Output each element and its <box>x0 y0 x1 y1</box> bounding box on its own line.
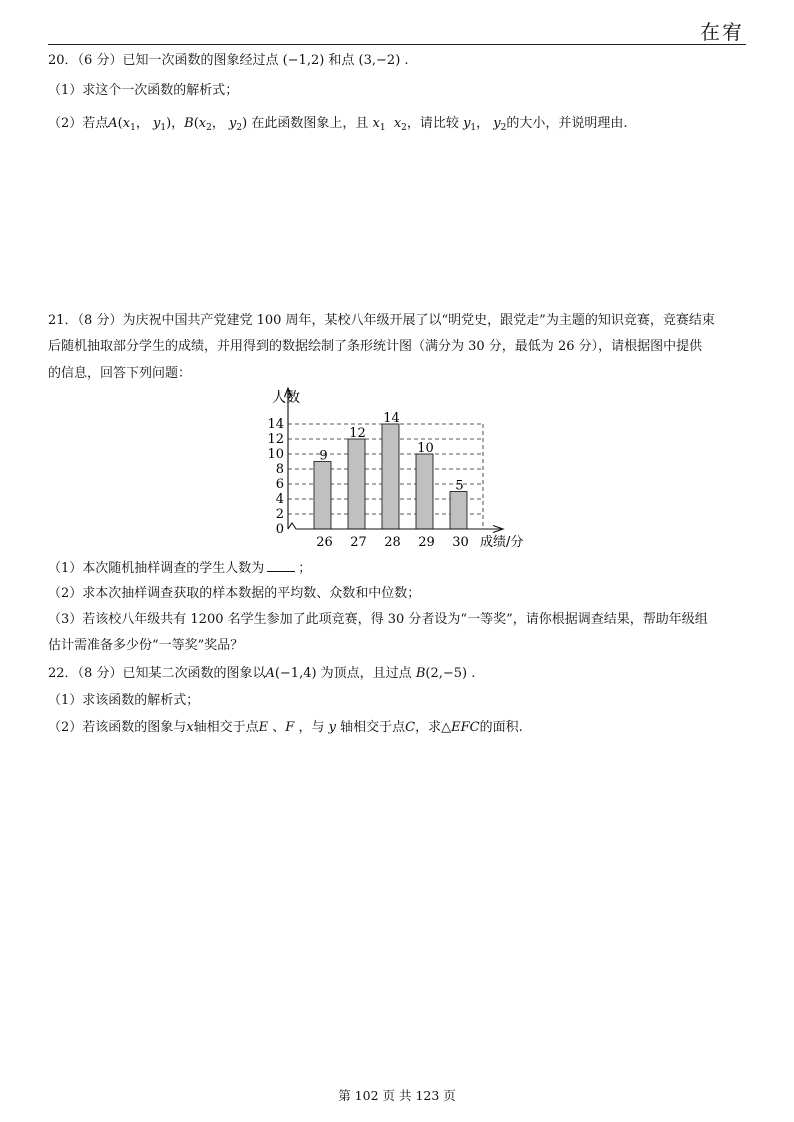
q20-p2-rest3: 的大小，并说明理由. <box>506 116 628 131</box>
q22-p2-d: ，与 <box>298 720 325 735</box>
chart-y-axis-label: 人数 <box>272 390 300 406</box>
y-tick-label-8: 8 <box>275 462 284 477</box>
q20-p2-cy1: y <box>463 116 471 131</box>
y-tick-label-2: 2 <box>275 507 284 522</box>
q21-part3-line1: （3）若该校八年级共有 1200 名学生参加了此项竞赛，得 30 分者设为“一等奖”，请你根据调查结果，帮助年级组 <box>48 612 708 627</box>
y-tick-label-6: 6 <box>275 477 284 492</box>
x-tick-label-28: 28 <box>384 535 401 550</box>
q20-p2-ys1: 1 <box>160 123 167 133</box>
q21-p1-text: （1）本次随机抽样调查的学生人数为 <box>48 561 265 576</box>
x-tick-label-30: 30 <box>452 535 469 550</box>
page-footer: 第 102 页 共 123 页 <box>338 1088 456 1103</box>
bar-value-label-27: 12 <box>349 426 366 441</box>
q22-part2 <box>48 719 746 737</box>
q22-p2-e: 轴相交于点 <box>340 720 406 735</box>
q22-stem-A: A <box>265 666 275 681</box>
x-tick-label-27: 27 <box>350 535 367 550</box>
q22-stem-b: (−1,4) 为顶点，且过点 <box>274 666 412 681</box>
q21-stem-line1: 21．（8 分）为庆祝中国共产党建党 100 周年，某校八年级开展了以“明党史，跟党走”为主题的知识竞赛，竞赛结束 <box>48 313 715 328</box>
q22-p2-b: 轴相交于点 <box>193 720 259 735</box>
bar-28 <box>382 424 399 529</box>
q22-p2-a: （2）若该函数的图象与 <box>48 720 187 735</box>
bar-26 <box>314 462 331 530</box>
q20-stem: 20．（6 分）已知一次函数的图象经过点 (−1,2) 和点 (3,−2) . <box>48 53 409 68</box>
q20-p2-cmp-s1: 1 <box>379 123 386 133</box>
q22-stem <box>48 665 746 683</box>
header-rule <box>48 44 746 45</box>
q22-p2-x: x <box>186 720 194 735</box>
q22-part1: （1）求该函数的解析式； <box>48 693 200 708</box>
q20-p2-x2: x <box>198 116 207 131</box>
q22-p2-y: y <box>328 720 336 735</box>
bar-chart <box>258 384 558 554</box>
q20-p2-cys2: 2 <box>500 123 507 133</box>
q22-stem-a: 22．（8 分）已知某二次函数的图象以 <box>48 666 266 681</box>
header-mark: 在宥 <box>700 20 744 44</box>
q20-p2-B: B <box>184 116 194 131</box>
q22-p2-f: ，求△ <box>415 720 452 735</box>
q20-p2-cmp-s2: 2 <box>401 123 407 133</box>
q22-stem-B: B <box>415 666 426 681</box>
q20-p2-ys2: 2 <box>236 123 243 133</box>
q21-stem-line3: 的信息，回答下列问题： <box>48 366 192 381</box>
bar-29 <box>416 454 433 529</box>
q20-p2-comma: ， <box>171 116 185 131</box>
q20-p2-A: A <box>108 116 118 131</box>
q22-p2-g: 的面积. <box>479 720 523 735</box>
bar-value-label-30: 5 <box>455 478 464 494</box>
q22-p2-c: 、 <box>272 720 286 735</box>
x-tick-label-29: 29 <box>418 535 435 550</box>
bar-value-label-26: 9 <box>319 448 328 464</box>
q21-stem-line2: 后随机抽取部分学生的成绩，并用得到的数据绘制了条形统计图（满分为 30 分，最低为 26 分），请根据图中提供 <box>48 339 703 354</box>
q20-part1: （1）求这个一次函数的解析式； <box>48 83 239 98</box>
q20-p2-rest1: 在此函数图象上，且 <box>251 116 369 131</box>
q20-p2-cy2: y <box>493 116 501 131</box>
bar-value-label-29: 10 <box>417 441 434 456</box>
bar-30 <box>450 492 467 530</box>
q21-part1 <box>48 559 746 578</box>
q21-p1-end: ； <box>298 561 312 576</box>
q20-p2-y1: y <box>152 116 161 131</box>
bar-value-label-28: 14 <box>383 411 400 426</box>
q20-p2-a: （2）若点 <box>48 116 109 131</box>
y-tick-label-14: 14 <box>267 417 284 432</box>
q22-p2-EFC: EFC <box>451 720 480 735</box>
q20-p2-cys1: 1 <box>470 123 477 133</box>
chart-bars <box>314 411 467 529</box>
y-tick-label-12: 12 <box>267 432 284 447</box>
q22-p2-C: C <box>405 720 416 735</box>
chart-x-axis-label: 成绩/分 <box>480 535 524 550</box>
q20-p2-s2: 2 <box>206 123 212 133</box>
q20-p2-cmp-x1: x <box>372 116 380 131</box>
q22-stem-c: (2,−5) . <box>425 666 476 681</box>
q20-p2-s1: 1 <box>130 123 136 133</box>
x-tick-label-26: 26 <box>316 535 333 550</box>
q22-p2-E: E <box>258 720 269 735</box>
bar-27 <box>348 439 365 529</box>
q20-p2-x1: x <box>122 116 131 131</box>
q21-part2: （2）求本次抽样调查获取的样本数据的平均数、众数和中位数； <box>48 586 421 601</box>
q22-p2-F: F <box>285 720 295 735</box>
q20-p2-rest2: ，请比较 <box>406 116 459 131</box>
q21-p1-blank <box>267 559 295 572</box>
q20-part2: （2）若点$A(x_1$， $y_1$)，$B(x_2$， $y_2$) 在此函数图象上，且 $x_1$ $x_2$，请比较 $y_1$， $y_2$的大小，并说明理由. <box>48 116 628 133</box>
q20-p2-y2: y <box>229 116 237 131</box>
q20-p2-cmp-x2: x <box>393 116 402 131</box>
y-tick-label-0: 0 <box>275 522 284 537</box>
q21-part3-line2: 估计需准备多少份“一等奖”奖品？ <box>48 638 244 653</box>
y-tick-label-10: 10 <box>267 447 284 462</box>
y-tick-label-4: 4 <box>275 492 284 507</box>
